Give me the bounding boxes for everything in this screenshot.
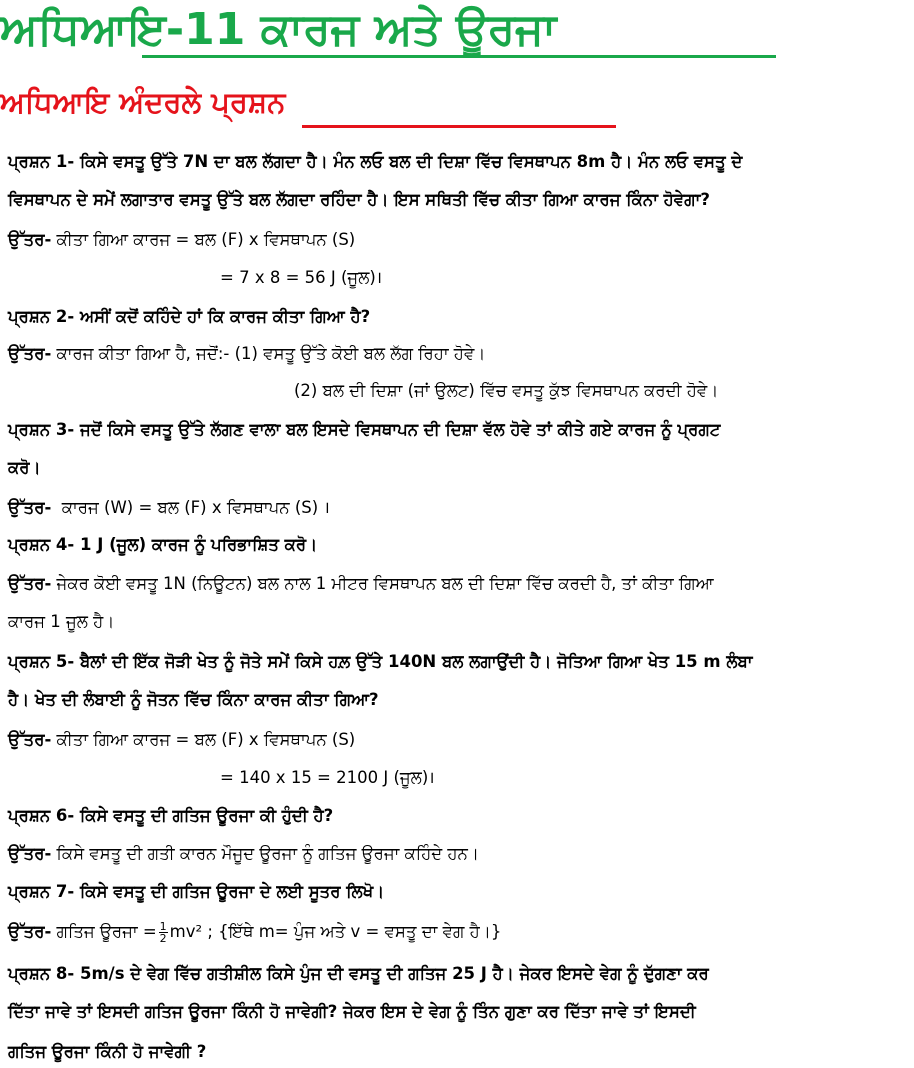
title-underline [142,55,776,58]
answer-label: ਉੱਤਰ- [8,922,52,941]
answer-7-line-1 [8,920,501,944]
question-4-line-1: ਪ੍ਰਸ਼ਨ 4- 1 J (ਜੂਲ) ਕਾਰਜ ਨੂੰ ਪਰਿਭਾਸ਼ਿਤ ਕਰੋ। [8,535,318,554]
section-subtitle: ਅਧਿਆਇ ਅੰਦਰਲੇ ਪ੍ਰਸ਼ਨ [0,85,286,119]
answer-6-line-1 [8,842,479,866]
chapter-title: ਅਧਿਆਇ-11 ਕਾਰਜ ਅਤੇ ਊਰਜਾ [0,4,557,55]
answer-label: ਉੱਤਰ- [8,344,52,363]
subtitle-underline [302,125,616,128]
answer-2-line-1 [8,342,485,366]
answer-1-line-2: = 7 x 8 = 56 J (ਜੂਲ)। [220,268,383,287]
question-2-line-1: ਪ੍ਰਸ਼ਨ 2- ਅਸੀਂ ਕਦੋਂ ਕਹਿੰਦੇ ਹਾਂ ਕਿ ਕਾਰਜ ਕੀਤਾ ਗਿਆ ਹੈ? [8,307,371,326]
answer-label: ਉੱਤਰ- [8,498,52,517]
one-half-fraction [159,921,168,944]
question-3-line-2: ਕਰੋ। [8,458,41,477]
answer-5-line-1 [8,728,355,752]
answer-6-text: ਕਿਸੇ ਵਸਤੂ ਦੀ ਗਤੀ ਕਾਰਨ ਮੌਜੂਦ ਊਰਜਾ ਨੂੰ ਗਤਿਜ ਊਰਜਾ ਕਹਿੰਦੇ ਹਨ। [56,844,479,863]
question-5-line-2: ਹੈ। ਖੇਤ ਦੀ ਲੰਬਾਈ ਨੂੰ ਜੋਤਨ ਵਿੱਚ ਕਿੰਨਾ ਕਾਰਜ ਕੀਤਾ ਗਿਆ? [8,690,379,709]
answer-2-line-2: (2) ਬਲ ਦੀ ਦਿਸ਼ਾ (ਜਾਂ ਉਲਟ) ਵਿੱਚ ਵਸਤੂ ਕੁੱਝ ਵਿਸਥਾਪਨ ਕਰਦੀ ਹੋਵੇ। [294,381,719,400]
answer-label: ਉੱਤਰ- [8,230,52,249]
answer-7-pre: ਗਤਿਜ ਊਰਜਾ = [56,922,157,941]
answer-4-line-1 [8,572,714,596]
answer-3-line-1 [8,496,330,520]
question-1-line-1: ਪ੍ਰਸ਼ਨ 1- ਕਿਸੇ ਵਸਤੂ ਉੱਤੇ 7N ਦਾ ਬਲ ਲੱਗਦਾ ਹੈ। ਮੰਨ ਲਓ ਬਲ ਦੀ ਦਿਸ਼ਾ ਵਿੱਚ ਵਿਸਥਾਪਨ 8m ਹੈ। ਮੰਨ ਲਓ ਵਸਤੂ ਦੇ [8,152,743,171]
answer-label: ਉੱਤਰ- [8,844,52,863]
answer-3-text: ਕਾਰਜ (W) = ਬਲ (F) x ਵਿਸਥਾਪਨ (S) । [61,498,330,517]
question-5-line-1: ਪ੍ਰਸ਼ਨ 5- ਬੈਲਾਂ ਦੀ ਇੱਕ ਜੋੜੀ ਖੇਤ ਨੂੰ ਜੋਤੇ ਸਮੇਂ ਕਿਸੇ ਹਲ਼ ਉੱਤੇ 140N ਬਲ ਲਗਾਉਂਦੀ ਹੈ। ਜੋਤਿਆ ਗਿਆ ਖੇਤ 15 m ਲੰਬਾ [8,652,753,671]
answer-1-text: ਕੀਤਾ ਗਿਆ ਕਾਰਜ = ਬਲ (F) x ਵਿਸਥਾਪਨ (S) [56,230,356,249]
answer-5-text: ਕੀਤਾ ਗਿਆ ਕਾਰਜ = ਬਲ (F) x ਵਿਸਥਾਪਨ (S) [56,730,356,749]
answer-label: ਉੱਤਰ- [8,730,52,749]
question-7-line-1: ਪ੍ਰਸ਼ਨ 7- ਕਿਸੇ ਵਸਤੂ ਦੀ ਗਤਿਜ ਊਰਜਾ ਦੇ ਲਈ ਸੂਤਰ ਲਿਖੋ। [8,882,385,901]
answer-4-text: ਜੇਕਰ ਕੋਈ ਵਸਤੂ 1N (ਨਿਊਟਨ) ਬਲ ਨਾਲ 1 ਮੀਟਰ ਵਿਸਥਾਪਨ ਬਲ ਦੀ ਦਿਸ਼ਾ ਵਿੱਚ ਕਰਦੀ ਹੈ, ਤਾਂ ਕੀਤਾ ਗਿਆ [56,574,714,593]
answer-4-line-2: ਕਾਰਜ 1 ਜੂਲ ਹੈ। [8,612,115,631]
answer-2-text: ਕਾਰਜ ਕੀਤਾ ਗਿਆ ਹੈ, ਜਦੋਂ:- (1) ਵਸਤੂ ਉੱਤੇ ਕੋਈ ਬਲ ਲੱਗ ਰਿਹਾ ਹੋਵੇ। [56,344,486,363]
question-8-line-3: ਗਤਿਜ ਊਰਜਾ ਕਿੰਨੀ ਹੋ ਜਾਵੇਗੀ ? [8,1042,207,1061]
fraction-denominator: 2 [159,932,167,945]
question-8-line-2: ਦਿੱਤਾ ਜਾਵੇ ਤਾਂ ਇਸਦੀ ਗਤਿਜ ਊਰਜਾ ਕਿੰਨੀ ਹੋ ਜਾਵੇਗੀ? ਜੇਕਰ ਇਸ ਦੇ ਵੇਗ ਨੂੰ ਤਿੰਨ ਗੁਣਾ ਕਰ ਦਿੱਤਾ ਜਾਵੇ ਤਾਂ ਇਸਦੀ [8,1002,696,1021]
answer-7-post: mv² ; {ਇੱਥੇ m= ਪੁੰਜ ਅਤੇ v = ਵਸਤੂ ਦਾ ਵੇਗ ਹੈ।} [169,922,502,941]
answer-label: ਉੱਤਰ- [8,574,52,593]
question-6-line-1: ਪ੍ਰਸ਼ਨ 6- ਕਿਸੇ ਵਸਤੂ ਦੀ ਗਤਿਜ ਊਰਜਾ ਕੀ ਹੁੰਦੀ ਹੈ? [8,806,334,825]
answer-1-line-1 [8,228,355,252]
answer-5-line-2: = 140 x 15 = 2100 J (ਜੂਲ)। [220,768,435,787]
question-1-line-2: ਵਿਸਥਾਪਨ ਦੇ ਸਮੇਂ ਲਗਾਤਾਰ ਵਸਤੂ ਉੱਤੇ ਬਲ ਲੱਗਦਾ ਰਹਿੰਦਾ ਹੈ। ਇਸ ਸਥਿਤੀ ਵਿੱਚ ਕੀਤਾ ਗਿਆ ਕਾਰਜ ਕਿੰਨਾ ਹੋਵੇਗਾ? [8,190,710,209]
question-3-line-1: ਪ੍ਰਸ਼ਨ 3- ਜਦੋਂ ਕਿਸੇ ਵਸਤੂ ਉੱਤੇ ਲੱਗਣ ਵਾਲਾ ਬਲ ਇਸਦੇ ਵਿਸਥਾਪਨ ਦੀ ਦਿਸ਼ਾ ਵੱਲ ਹੋਵੇ ਤਾਂ ਕੀਤੇ ਗਏ ਕਾਰਜ ਨੂੰ ਪ੍ਰਗਟ [8,420,721,439]
fraction-numerator: 1 [159,920,167,933]
question-8-line-1: ਪ੍ਰਸ਼ਨ 8- 5m/s ਦੇ ਵੇਗ ਵਿੱਚ ਗਤੀਸ਼ੀਲ ਕਿਸੇ ਪੁੰਜ ਦੀ ਵਸਤੂ ਦੀ ਗਤਿਜ 25 J ਹੈ। ਜੇਕਰ ਇਸਦੇ ਵੇਗ ਨੂੰ ਦੁੱਗਣਾ ਕਰ [8,964,709,983]
